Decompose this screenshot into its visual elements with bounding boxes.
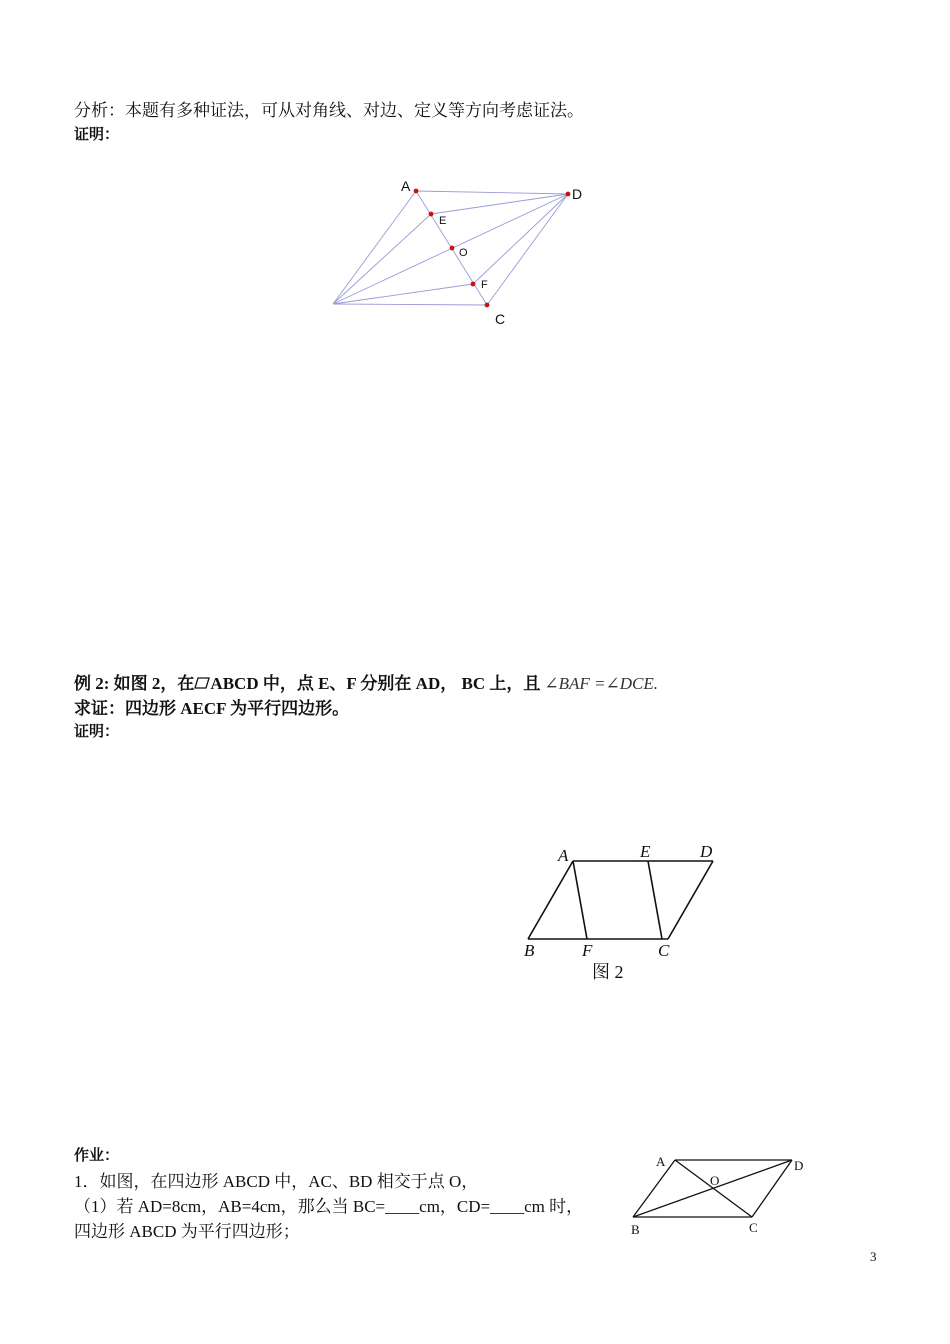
example2-line2: 求证：四边形 AECF 为平行四边形。 (74, 699, 350, 718)
fig3-line-bd (633, 1160, 792, 1217)
fig2-line-af (573, 861, 587, 939)
fig1-line-ab (333, 191, 416, 304)
fig1-line-be (333, 214, 431, 304)
fig1-line-df (473, 194, 568, 284)
fig3-label-d: D (794, 1158, 804, 1173)
fig2-label-f: F (582, 941, 593, 960)
analysis-text: 分析：本题有多种证法，可从对角线、对边、定义等方向考虑证法。 (74, 101, 584, 120)
fig1-point-d (566, 192, 571, 197)
fig1-label-d: D (572, 186, 583, 202)
fig1-line-bc (333, 304, 487, 305)
fig1-line-bd (333, 194, 568, 304)
proof-label-2: 证明： (74, 724, 120, 740)
fig2-label-d: D (700, 842, 713, 861)
fig3-line-dc (752, 1160, 792, 1217)
proof-label-1: 证明： (74, 127, 120, 143)
homework-q1-part1-cont: 四边形 ABCD 为平行四边形； (74, 1222, 300, 1241)
example2-prefix: 例 2: 如图 2，在 (74, 674, 195, 693)
fig1-line-bf (333, 284, 473, 304)
fig2-line-dc (668, 861, 713, 939)
homework-title: 作业： (74, 1148, 120, 1164)
fig2-label-b: B (524, 941, 535, 960)
fig1-line-de (431, 194, 568, 214)
fig2-label-a: A (558, 846, 569, 865)
fig3-line-ab (633, 1160, 675, 1217)
fig1-point-o (450, 246, 455, 251)
fig3-label-c: C (749, 1220, 758, 1235)
fig1-label-f: F (481, 279, 488, 291)
example2-line1 (74, 669, 658, 694)
fig1-label-o: O (459, 247, 468, 259)
fig2-label-c: C (658, 941, 670, 960)
fig1-point-f (471, 282, 476, 287)
fig1-line-dc (487, 194, 568, 305)
fig1-label-c: C (495, 311, 506, 327)
fig1-point-a (414, 189, 419, 194)
page-number: 3 (870, 1249, 877, 1264)
fig2-label-e: E (640, 842, 651, 861)
fig2-caption: 图 2 (592, 962, 624, 982)
fig1-label-a: A (401, 178, 411, 194)
fig1-line-ac (416, 191, 487, 305)
fig1-label-e: E (439, 215, 447, 227)
fig2-line-ec (648, 861, 662, 939)
fig1-point-c (485, 303, 490, 308)
homework-q1: 1．如图，在四边形 ABCD 中，AC、BD 相交于点 O， (74, 1172, 479, 1191)
fig3-label-a: A (656, 1154, 666, 1169)
parallelogram-icon (194, 676, 210, 690)
fig3-line-ac (675, 1160, 752, 1217)
fig3-label-o: O (710, 1173, 720, 1188)
fig2-line-ab (528, 861, 573, 939)
fig1-line-ad (416, 191, 568, 194)
fig1-point-e (429, 212, 434, 217)
homework-q1-part1: （1）若 AD=8cm，AB=4cm，那么当 BC=____cm，CD=____cm 时， (74, 1197, 584, 1216)
angle-expression: ∠BAF =∠DCE. (544, 674, 658, 693)
fig3-label-b: B (631, 1222, 640, 1237)
example2-mid: ABCD 中，点 E、F 分别在 AD， BC 上，且 (210, 674, 541, 693)
